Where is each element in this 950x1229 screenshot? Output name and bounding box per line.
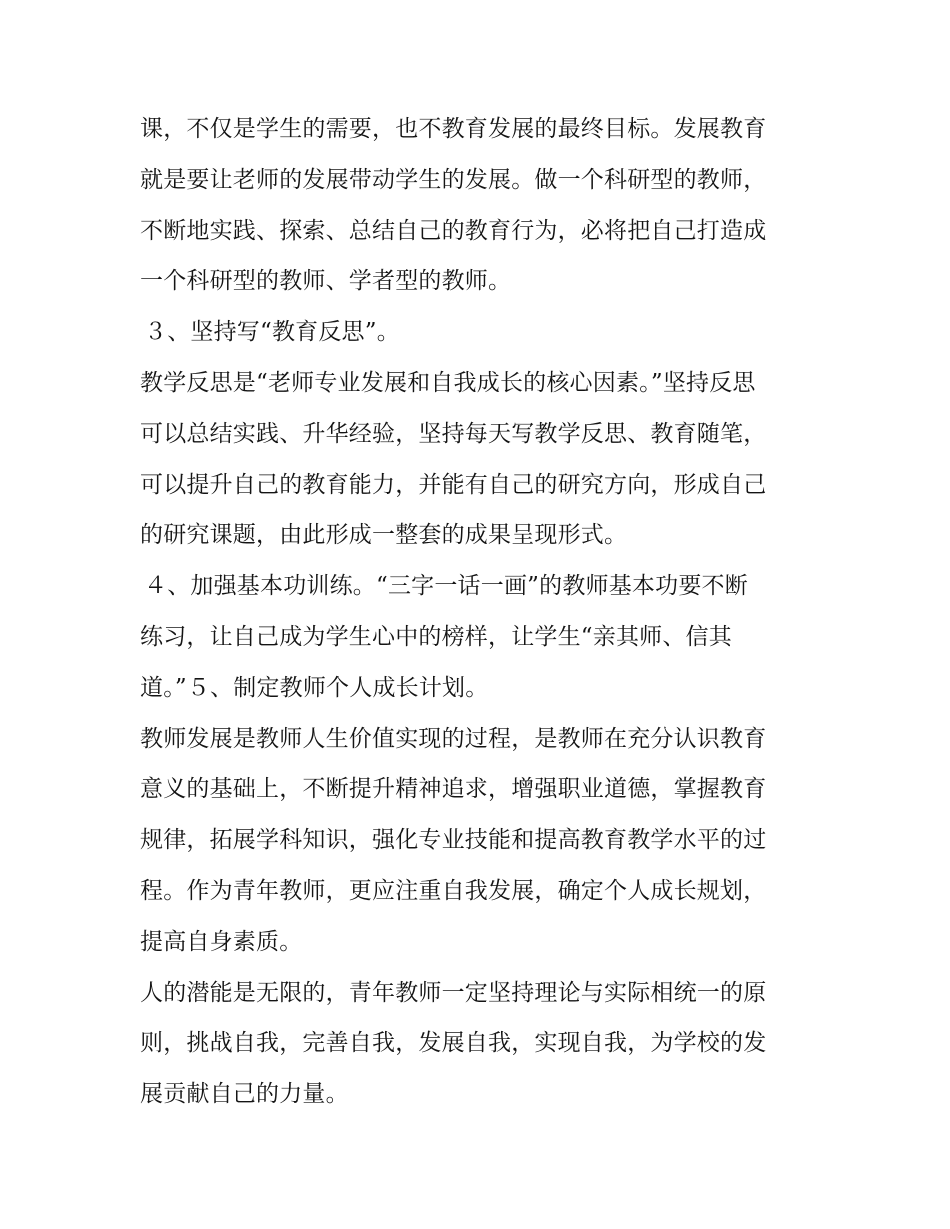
section-heading-3: ３、坚持写“教育反思”。 — [144, 319, 400, 346]
text-line-19: 则，挑战自我，完善自我，发展自我，实现自我，为学校的发 — [140, 1030, 767, 1057]
text-line-13: 教师发展是教师人生价值实现的过程，是教师在充分认识教育 — [140, 725, 767, 752]
text-line-17: 提高自身素质。 — [140, 928, 303, 955]
document-body — [140, 104, 820, 1120]
text-line-1: 课，不仅是学生的需要，也不教育发展的最终目标。发展教育 — [140, 116, 767, 142]
section-heading-4: ４、加强基本功训练。“三字一话一画”的教师基本功要不断 — [144, 573, 748, 600]
text-line-15: 规律，拓展学科知识，强化专业技能和提高教育教学水平的过 — [140, 827, 767, 854]
text-line-4: 一个科研型的教师、学者型的教师。 — [140, 268, 512, 295]
text-line-2: 就是要让老师的发展带动学生的发展。做一个科研型的教师， — [140, 166, 767, 193]
text-line-11: 练习，让自己成为学生心中的榜样，让学生“亲其师、信其 — [140, 623, 732, 650]
text-line-3: 不断地实践、探索、总结自己的教育行为，必将把自己打造成 — [140, 217, 767, 244]
text-line-9: 的研究课题，由此形成一整套的成果呈现形式。 — [140, 522, 628, 549]
text-line-16: 程。作为青年教师，更应注重自我发展，确定个人成长规划， — [140, 877, 767, 904]
text-line-14: 意义的基础上，不断提升精神追求，增强职业道德，掌握教育 — [140, 776, 767, 803]
text-line-18: 人的潜能是无限的，青年教师一定坚持理论与实际相统一的原 — [140, 979, 767, 1006]
text-line-20: 展贡献自己的力量。 — [140, 1081, 349, 1108]
text-line-7: 可以总结实践、升华经验，坚持每天写教学反思、教育随笔， — [140, 420, 767, 447]
section-heading-5: 道。”５、制定教师个人成长计划。 — [140, 674, 489, 701]
text-line-8: 可以提升自己的教育能力，并能有自己的研究方向，形成自己 — [140, 471, 767, 498]
text-line-6: 教学反思是“老师专业发展和自我成长的核心因素。”坚持反思 — [140, 369, 756, 396]
